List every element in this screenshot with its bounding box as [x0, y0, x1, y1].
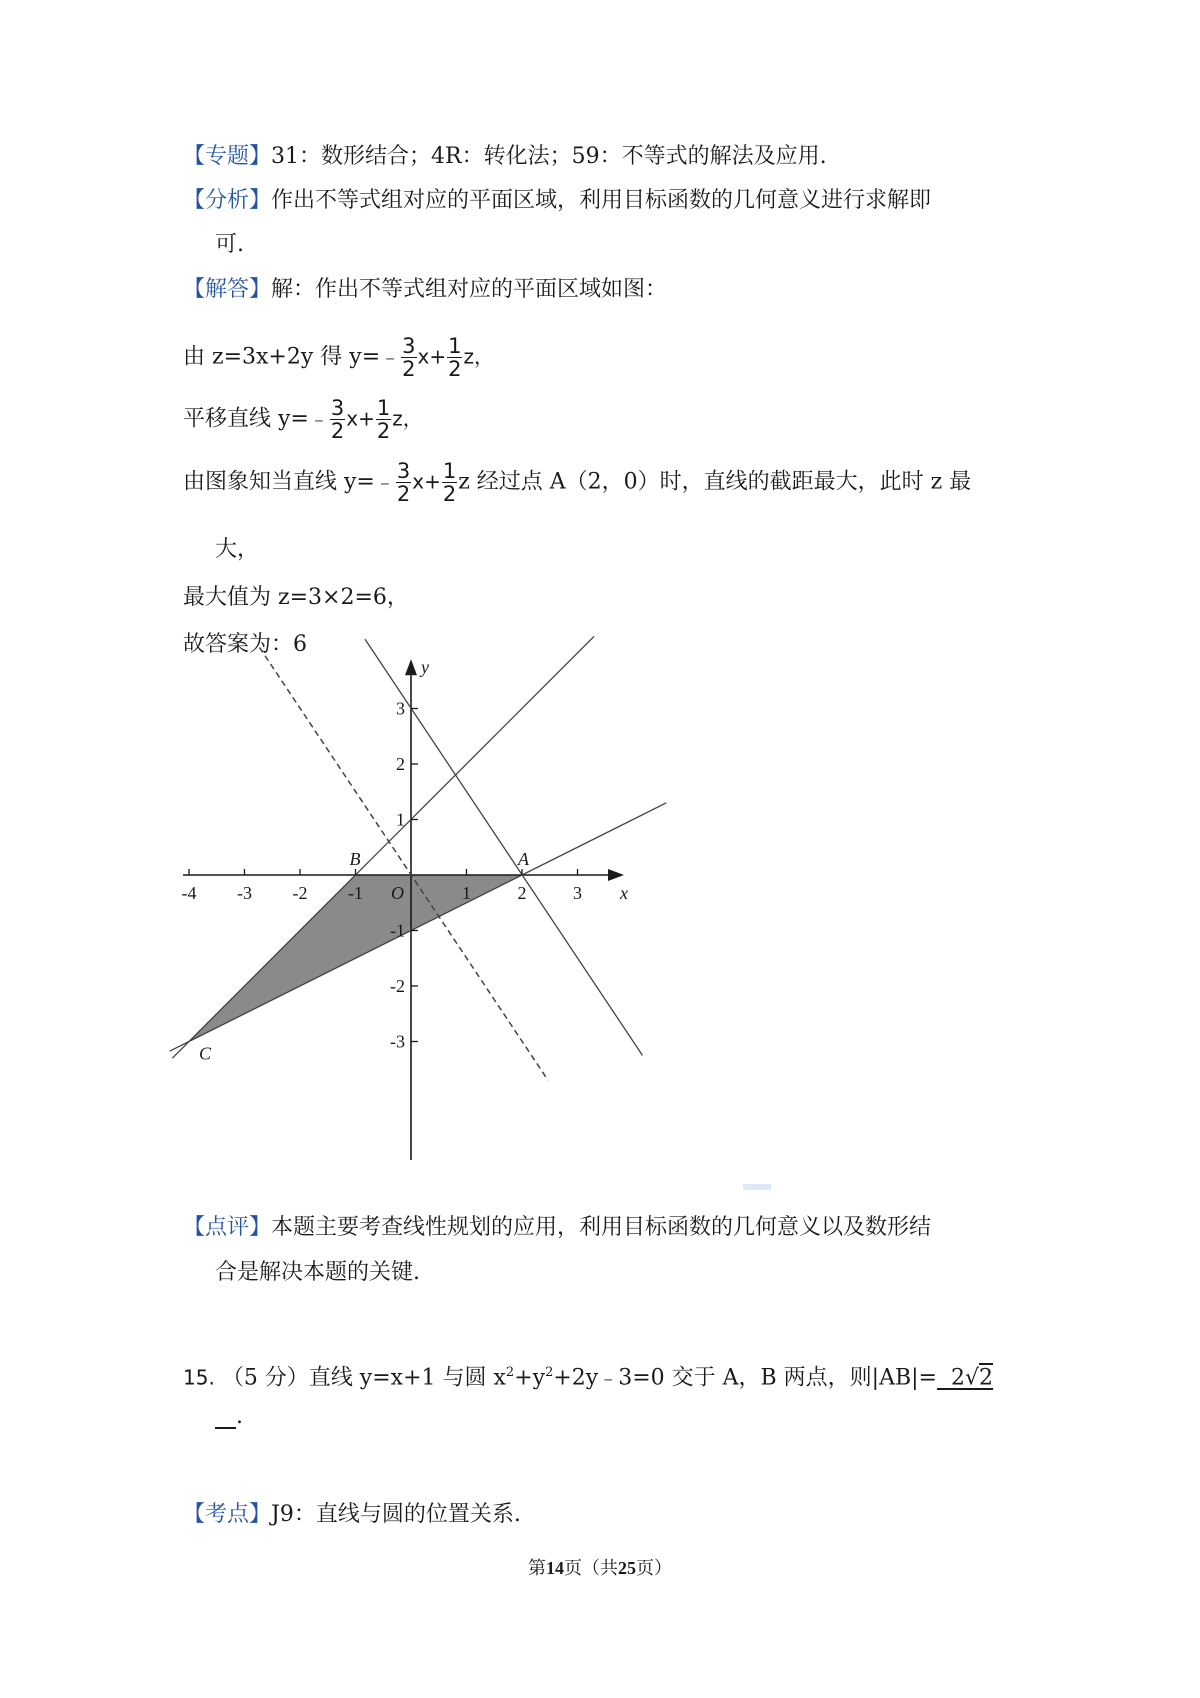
x-tick-label: 1: [462, 883, 471, 903]
watermark-mark: [743, 1184, 771, 1190]
problem-stem-b: +y: [514, 1365, 546, 1391]
problem-stem-a: 直线 y=x+1 与圆 x: [308, 1365, 506, 1391]
point-label-c: C: [199, 1043, 212, 1064]
fraction-3-2: [330, 397, 345, 442]
x-axis-arrow: [608, 869, 624, 881]
frac-numerator: 1: [448, 334, 462, 358]
problem-stem-c: +2y: [553, 1365, 599, 1391]
frac-denominator: 2: [442, 482, 457, 506]
x-plus: x+: [412, 469, 441, 494]
keypoint-line: [183, 1500, 521, 1530]
topic-line: [183, 142, 827, 172]
analysis-text: 作出不等式组对应的平面区域，利用目标函数的几何意义进行求解即: [271, 188, 932, 213]
x-tick-label: -3: [237, 883, 252, 903]
problem-score: （5 分）: [221, 1365, 309, 1391]
fraction-3-2: [401, 335, 416, 380]
problem-period: .: [235, 1404, 243, 1429]
y-tick-label: -3: [390, 1031, 405, 1052]
topic-tag: 【专题】: [183, 144, 272, 169]
eq2-prefix: 平移直线 y=: [183, 406, 309, 432]
y-axis-arrow: [405, 659, 417, 675]
eq3-suffix: z 经过点 A（2，0）时，直线的截距最大，此时 z 最: [458, 469, 972, 495]
keypoint-text: J9：直线与圆的位置关系.: [271, 1502, 521, 1527]
fraction-1-2: [442, 460, 457, 505]
answer-eq-line-1: [183, 335, 494, 380]
answer-intro-line: [183, 275, 667, 305]
footer-pre: 第: [528, 1558, 546, 1579]
z-comma: z，: [463, 344, 494, 369]
keypoint-tag: 【考点】: [183, 1502, 272, 1527]
line-y-equals-x-plus-1: [172, 636, 594, 1058]
analysis-line: [183, 186, 931, 216]
x-tick-label: -2: [292, 883, 308, 903]
comment-text: 本题主要考查线性规划的应用，利用目标函数的几何意义以及数形结: [271, 1215, 932, 1240]
frac-denominator: 2: [448, 357, 462, 381]
minus-sign: ﹣: [374, 469, 395, 494]
answer-max-line: 最大值为 z=3×2=6，: [183, 585, 409, 610]
comment-line: [183, 1213, 931, 1243]
frac-numerator: 3: [330, 396, 345, 420]
frac-denominator: 2: [376, 419, 391, 443]
frac-denominator: 2: [402, 357, 416, 381]
minus-sign: ﹣: [380, 344, 401, 369]
frac-numerator: 3: [396, 459, 411, 483]
answer-tag: 【解答】: [183, 277, 272, 302]
footer-page-number: 14: [546, 1558, 564, 1578]
footer-mid: 页（共: [564, 1558, 618, 1579]
linear-programming-figure: [181, 657, 723, 1170]
fraction-1-2: [447, 335, 462, 380]
page-footer: [0, 1556, 1200, 1581]
frac-numerator: 3: [402, 334, 416, 358]
line-x-minus-2y-equals-2: [170, 803, 667, 1051]
point-label-b: B: [349, 849, 361, 869]
answer-intro: 解：作出不等式组对应的平面区域如图：: [271, 277, 668, 302]
sqrt-sign: √: [964, 1365, 980, 1391]
analysis-tag: 【分析】: [183, 188, 272, 213]
footer-post: 页）: [636, 1558, 672, 1579]
fraction-1-2: [376, 397, 391, 442]
x-tick-label: -1: [348, 883, 363, 903]
problem-15: [183, 1358, 993, 1393]
superscript-2: 2: [505, 1365, 515, 1380]
answer-eq-line-2: [183, 397, 423, 442]
x-plus: x+: [417, 344, 447, 369]
frac-numerator: 1: [442, 459, 457, 483]
superscript-2: 2: [545, 1365, 554, 1380]
problem-stem-d: 3=0 交于 A，B 两点，则: [618, 1365, 872, 1391]
frac-denominator: 2: [396, 482, 411, 506]
answer-radicand: 2: [979, 1365, 994, 1391]
frac-numerator: 1: [376, 396, 391, 420]
x-tick-label: -4: [181, 883, 197, 903]
x-tick-label: 2: [517, 883, 527, 903]
y-tick-label: 1: [396, 809, 405, 830]
y-tick-label: -1: [390, 920, 405, 941]
z-comma: z，: [392, 406, 423, 431]
minus-sign: ﹣: [308, 406, 329, 431]
problem-number: 15.: [183, 1365, 215, 1390]
x-axis-label: x: [620, 883, 629, 903]
analysis-line-2: 可.: [215, 232, 244, 257]
answer-coef: 2: [950, 1365, 965, 1391]
x-plus: x+: [346, 406, 375, 431]
line-3x-plus-2y-equals-6: [365, 639, 643, 1055]
answer-eq-line-3-cont: 大，: [215, 537, 260, 562]
eq1-prefix: 由 z=3x+2y 得 y=: [183, 344, 381, 370]
answer-eq-line-3: [183, 460, 971, 505]
y-tick-label: 2: [396, 754, 405, 774]
answer-blank-tail: [215, 1404, 236, 1429]
y-axis-label: y: [421, 657, 429, 678]
fraction-3-2: [396, 460, 411, 505]
minus-sign: ﹣: [598, 1365, 619, 1390]
comment-line-2: 合是解决本题的关键.: [215, 1260, 420, 1285]
footer-total-pages: 25: [618, 1558, 636, 1578]
x-tick-label: 3: [573, 883, 582, 903]
topic-text: 31：数形结合；4R：转化法；59：不等式的解法及应用.: [271, 144, 827, 169]
eq3-prefix: 由图象知当直线 y=: [183, 469, 375, 495]
y-tick-label: -2: [390, 976, 405, 996]
y-tick-label: 3: [396, 698, 405, 719]
abs-ab: |AB|=: [871, 1365, 937, 1391]
answer-final-line: 故答案为：6: [183, 632, 307, 657]
origin-label: O: [391, 883, 404, 903]
problem-15-blank-cont: [215, 1402, 243, 1432]
answer-blank: [937, 1365, 993, 1390]
point-label-a: A: [518, 849, 529, 869]
frac-denominator: 2: [330, 419, 345, 443]
comment-tag: 【点评】: [183, 1215, 272, 1240]
